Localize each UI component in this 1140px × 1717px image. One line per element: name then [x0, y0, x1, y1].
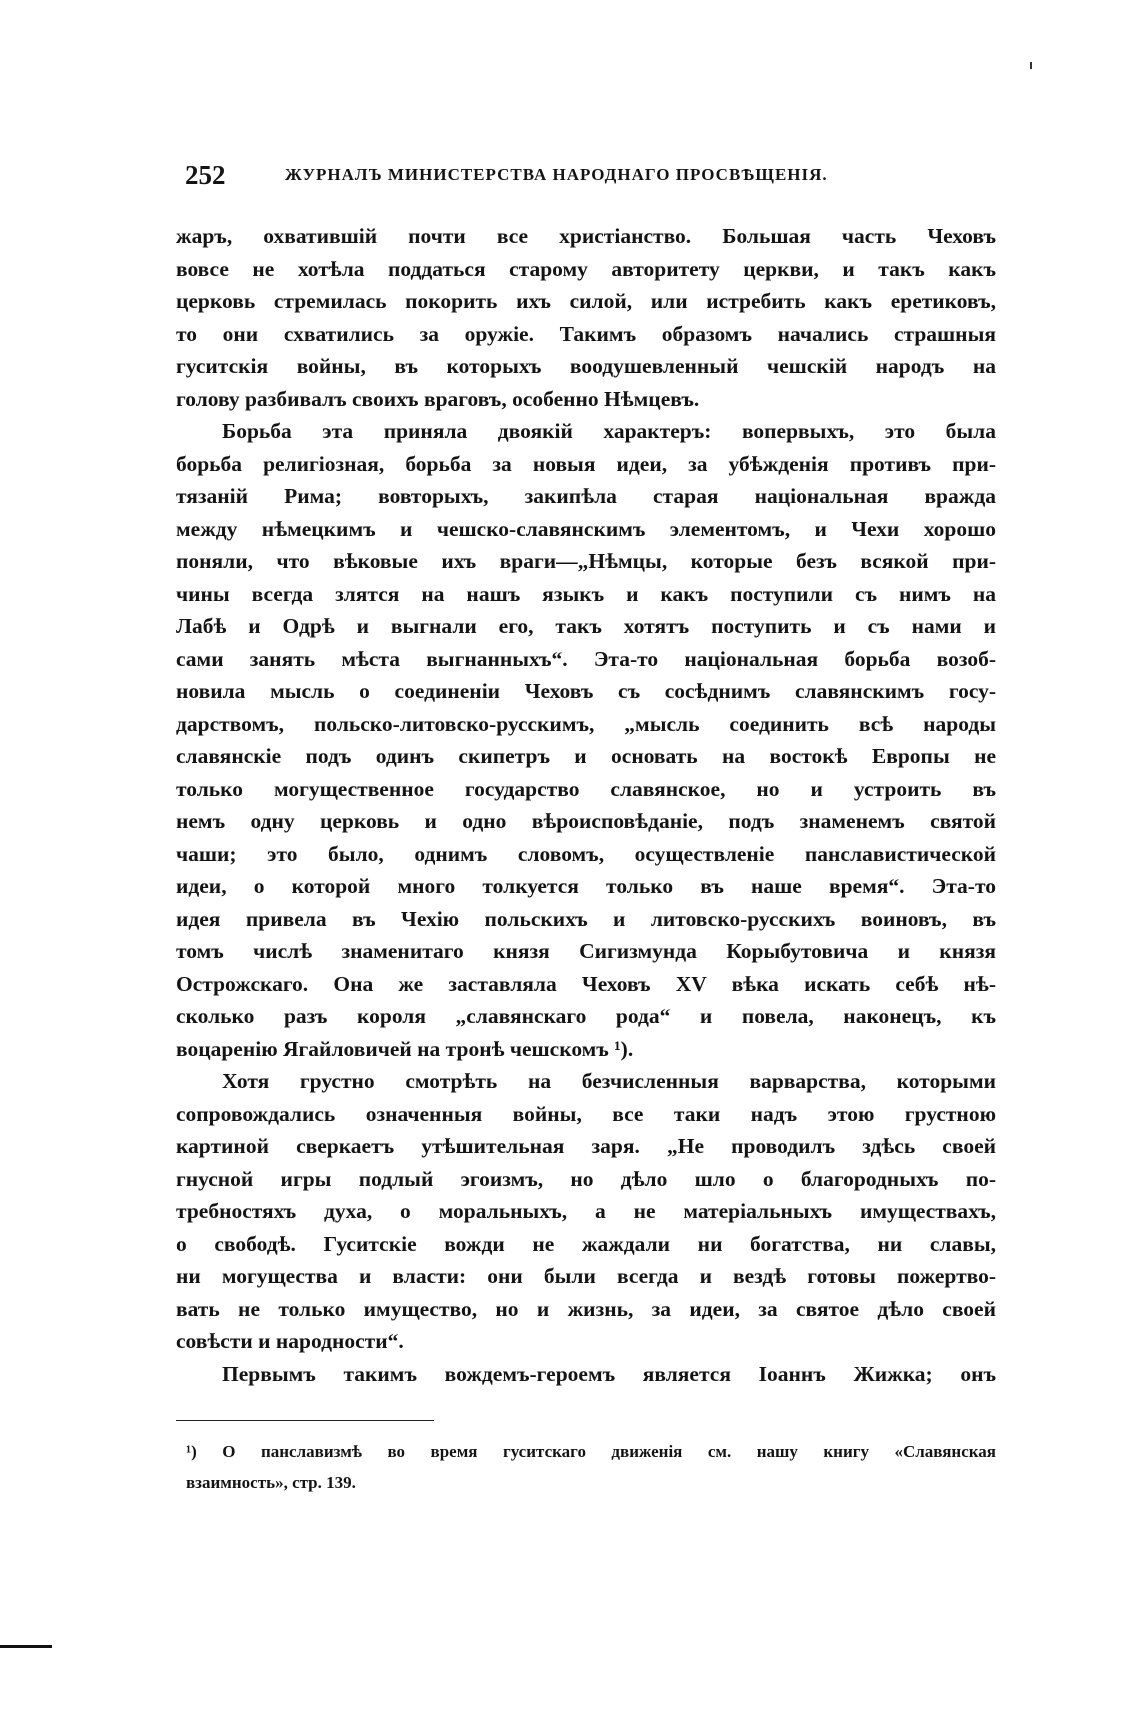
text-line: картиной сверкаетъ утѣшительная заря. „Не проводилъ здѣсь своей	[176, 1134, 996, 1158]
text-line: Острожскаго. Она же заставляла Чеховъ XV вѣка искать себѣ нѣ-	[176, 971, 996, 996]
footnote-line: ¹) О панславизмѣ во время гуситскаго движенія см. нашу книгу «Славянская	[186, 1442, 996, 1461]
text-line: Хотя грустно смотрѣть на безчисленныя варварства, которыми	[222, 1069, 996, 1093]
scan-speck	[1030, 62, 1032, 69]
text-line: ни могущества и власти: они были всегда и вездѣ готовы пожертво-	[176, 1264, 996, 1288]
text-line: немъ одну церковь и одно вѣроисповѣданіе, подъ знаменемъ святой	[176, 809, 996, 833]
footnote-divider	[176, 1420, 434, 1421]
page-number: 252	[185, 160, 226, 190]
text-line: гнусной игры подлый эгоизмъ, но дѣло шло о благородныхъ по-	[176, 1166, 996, 1191]
text-line: чины всегда злятся на нашъ языкъ и какъ поступили съ нимъ на	[176, 581, 996, 606]
text-line: гуситскія войны, въ которыхъ воодушевленный чешскій народъ на	[176, 354, 996, 378]
text-line: новила мысль о соединеніи Чеховъ съ сосѣднимъ славянскимъ госу-	[176, 679, 996, 703]
text-line: церковь стремилась покорить ихъ силой, или истребить какъ еретиковъ,	[176, 289, 996, 313]
text-line: то они схватились за оружіе. Такимъ образомъ начались страшныя	[176, 321, 996, 346]
text-line: о свободѣ. Гуситскіе вожди не жаждали ни богатства, ни славы,	[176, 1231, 996, 1256]
text-line: Борьба эта приняла двоякій характеръ: вопервыхъ, это была	[222, 419, 996, 443]
text-line: идея привела въ Чехію польскихъ и литовско-русскихъ воиновъ, въ	[176, 906, 996, 931]
text-line: славянскіе подъ одинъ скипетръ и основать на востокѣ Европы не	[176, 744, 996, 768]
text-line: только могущественное государство славянское, но и устроить въ	[176, 776, 996, 801]
text-line: вовсе не хотѣла поддаться старому авторитету церкви, и такъ какъ	[176, 256, 996, 281]
body-text	[176, 220, 996, 1390]
footnote	[186, 1436, 996, 1498]
running-head: ЖУРНАЛЪ МИНИСТЕРСТВА НАРОДНАГО ПРОСВѢЩЕНІЯ.	[285, 165, 828, 184]
text-line: голову разбивалъ своихъ враговъ, особенно Нѣмцевъ.	[176, 386, 700, 411]
text-line: дарствомъ, польско-литовско-русскимъ, „мысль соединить всѣ народы	[176, 711, 996, 736]
text-line: сколько разъ короля „славянскаго рода“ и повела, наконецъ, къ	[176, 1004, 996, 1028]
text-line: Лабѣ и Одрѣ и выгнали его, такъ хотятъ поступить и съ нами и	[176, 614, 996, 638]
text-line: требностяхъ духа, о моральныхъ, а не матеріальныхъ имуществахъ,	[176, 1199, 996, 1223]
text-line: Первымъ такимъ вождемъ-героемъ является Іоаннъ Жижка; онъ	[222, 1361, 996, 1386]
text-line: поняли, что вѣковые ихъ враги—„Нѣмцы, которые безъ всякой при-	[176, 549, 996, 573]
text-line: идеи, о которой много толкуется только въ наше время“. Эта-то	[176, 874, 996, 898]
text-line: вать не только имущество, но и жизнь, за идеи, за святое дѣло своей	[176, 1296, 996, 1321]
text-line: воцаренію Ягайловичей на тронѣ чешскомъ ¹).	[176, 1036, 634, 1061]
page-header	[185, 160, 1015, 194]
text-line: тязаній Рима; вовторыхъ, закипѣла старая національная вражда	[176, 484, 996, 508]
text-line: томъ числѣ знаменитаго князя Сигизмунда Корыбутовича и князя	[176, 939, 996, 963]
footnote-line: взаимность», стр. 139.	[186, 1473, 356, 1492]
text-line: борьба религіозная, борьба за новыя идеи, за убѣжденія противъ при-	[176, 451, 996, 476]
text-line: совѣсти и народности“.	[176, 1329, 404, 1353]
text-line: сопровождались означенныя войны, все таки надъ этою грустною	[176, 1101, 996, 1126]
scan-edge-mark	[0, 1645, 52, 1648]
text-line: жаръ, охватившій почти все христіанство. Большая часть Чеховъ	[176, 224, 996, 248]
text-line: между нѣмецкимъ и чешско-славянскимъ элементомъ, и Чехи хорошо	[176, 516, 996, 541]
text-line: сами занять мѣста выгнанныхъ“. Эта-то національная борьба возоб-	[176, 646, 996, 671]
text-line: чаши; это было, однимъ словомъ, осуществленіе панславистической	[176, 841, 996, 866]
